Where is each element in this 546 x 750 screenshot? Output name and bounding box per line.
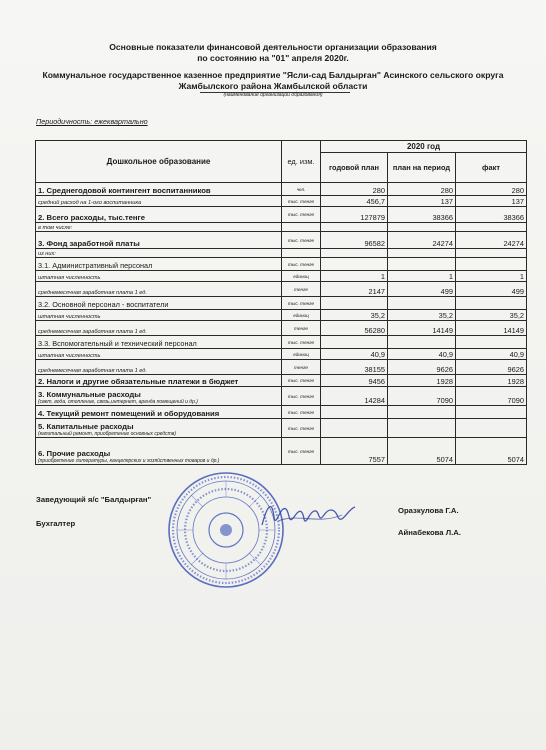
table-row <box>36 232 527 249</box>
row-label-text: 4. Текущий ремонт помещений и оборудования <box>38 409 220 418</box>
row-plan-period: 7090 <box>388 387 456 406</box>
row-unit: тенге <box>282 282 321 297</box>
table-row <box>36 310 527 321</box>
row-plan-year: 127879 <box>321 207 388 223</box>
row-unit: тенге <box>282 360 321 375</box>
row-label-text: штатная численность <box>38 353 101 359</box>
row-plan-year: 9456 <box>321 375 388 387</box>
row-label-text: 3.1. Административный персонал <box>38 261 153 270</box>
row-plan-year <box>321 336 388 349</box>
row-sublabel: (свет, вода, отопление, связь,интернет, аренда помещений и др.) <box>38 399 198 405</box>
row-plan-year: 2147 <box>321 282 388 297</box>
row-plan-year <box>321 406 388 419</box>
row-label <box>36 232 282 249</box>
table-row <box>36 321 527 336</box>
header-unit: ед. изм. <box>282 141 321 183</box>
row-label <box>36 419 282 438</box>
row-unit: тыс. тенге <box>282 336 321 349</box>
row-label-text: 1. Среднегодовой контингент воспитанников <box>38 186 211 195</box>
row-unit: тенге <box>282 321 321 336</box>
table-row <box>36 360 527 375</box>
row-fact: 1 <box>456 271 527 282</box>
row-label-text: в том числе: <box>38 225 73 231</box>
header-fact: факт <box>456 153 527 183</box>
row-label <box>36 438 282 465</box>
row-plan-period: 137 <box>388 196 456 207</box>
header-name: Дошкольное образование <box>36 141 282 183</box>
row-plan-period <box>388 297 456 310</box>
row-label-text: штатная численность <box>38 275 101 281</box>
row-label-text: 3. Фонд заработной платы <box>38 239 140 248</box>
row-plan-period <box>388 336 456 349</box>
table-row <box>36 349 527 360</box>
row-fact: 24274 <box>456 232 527 249</box>
row-plan-period: 38366 <box>388 207 456 223</box>
row-plan-period: 14149 <box>388 321 456 336</box>
row-fact <box>456 258 527 271</box>
row-label-text: 2. Налоги и другие обязательные платежи в бюджет <box>38 377 239 386</box>
row-label-text: штатная численность <box>38 314 101 320</box>
row-unit: тыс. тенге <box>282 258 321 271</box>
row-label <box>36 271 282 282</box>
row-unit: тыс. тенге <box>282 207 321 223</box>
head-title: Заведующий я/с "Балдырған" <box>36 495 152 504</box>
header-plan-period: план на период <box>388 153 456 183</box>
row-label-text: среднемесячная заработная плата 1 ед. <box>38 290 147 296</box>
row-label <box>36 183 282 196</box>
row-unit: тыс. тенге <box>282 438 321 465</box>
row-label <box>36 375 282 387</box>
row-plan-year: 14284 <box>321 387 388 406</box>
table-row <box>36 336 527 349</box>
table-row <box>36 258 527 271</box>
report-title: Основные показатели финансовой деятельности организации образования <box>109 42 437 52</box>
row-label-text: 3.2. Основной персонал - воспитатели <box>38 300 169 309</box>
row-fact <box>456 406 527 419</box>
organization-name: Коммунальное государственное казенное предприятие "Ясли-сад Балдырған" Асинского сельского округа <box>42 70 504 80</box>
periodicity: Периодичность: ежеквартально <box>36 117 148 126</box>
row-fact: 9626 <box>456 360 527 375</box>
row-label <box>36 282 282 297</box>
row-fact <box>456 223 527 232</box>
row-plan-period: 35,2 <box>388 310 456 321</box>
row-fact <box>456 419 527 438</box>
row-label <box>36 258 282 271</box>
row-fact <box>456 297 527 310</box>
row-plan-year: 456,7 <box>321 196 388 207</box>
table-row <box>36 223 527 232</box>
row-plan-year: 1 <box>321 271 388 282</box>
row-plan-period: 499 <box>388 282 456 297</box>
row-fact: 38366 <box>456 207 527 223</box>
row-label <box>36 360 282 375</box>
row-sublabel: (приобретение литературы, канцелярских и хозяйственных товаров и др.) <box>38 458 220 464</box>
row-label-text: 2. Всего расходы, тыс.тенге <box>38 213 146 222</box>
row-fact: 7090 <box>456 387 527 406</box>
row-plan-year: 96582 <box>321 232 388 249</box>
row-plan-year <box>321 297 388 310</box>
handwritten-signature <box>258 495 358 535</box>
row-label-text: средний расход на 1-ого воспитанника <box>38 200 142 206</box>
row-plan-year <box>321 223 388 232</box>
row-label-text: 3. Коммунальные расходы <box>38 390 141 399</box>
row-label-text: 6. Прочие расходы <box>38 449 111 458</box>
row-label-text: 5. Капитальные расходы <box>38 422 134 431</box>
head-name: Оразкулова Г.А. <box>398 506 459 515</box>
organization-location: Жамбылского района Жамбылской области <box>178 81 368 91</box>
row-unit: тыс. тенге <box>282 419 321 438</box>
row-unit: единиц <box>282 310 321 321</box>
row-plan-period: 5074 <box>388 438 456 465</box>
row-plan-year: 56280 <box>321 321 388 336</box>
row-plan-year: 38155 <box>321 360 388 375</box>
row-unit <box>282 249 321 258</box>
row-label <box>36 207 282 223</box>
row-plan-year <box>321 258 388 271</box>
row-plan-period: 1 <box>388 271 456 282</box>
accountant-title: Бухгалтер <box>36 519 76 528</box>
row-plan-period: 24274 <box>388 232 456 249</box>
row-unit: тыс. тенге <box>282 297 321 310</box>
row-label <box>36 336 282 349</box>
table-row <box>36 249 527 258</box>
row-unit: тыс. тенге <box>282 406 321 419</box>
row-label-text: среднемесячная заработная плата 1 ед. <box>38 368 147 374</box>
row-label-text: среднемесячная заработная плата 1 ед. <box>38 329 147 335</box>
table-row <box>36 297 527 310</box>
row-fact: 35,2 <box>456 310 527 321</box>
table-row <box>36 406 527 419</box>
table-row <box>36 282 527 297</box>
row-unit: чел. <box>282 183 321 196</box>
row-plan-period <box>388 249 456 258</box>
row-fact: 14149 <box>456 321 527 336</box>
row-plan-period: 40,9 <box>388 349 456 360</box>
row-plan-period: 1928 <box>388 375 456 387</box>
row-label <box>36 297 282 310</box>
table-row <box>36 387 527 406</box>
financial-table <box>35 140 527 465</box>
row-plan-period <box>388 258 456 271</box>
row-fact: 280 <box>456 183 527 196</box>
row-plan-period <box>388 406 456 419</box>
organization-caption: (наименование организации образования) <box>223 92 323 98</box>
accountant-name: Айнабекова Л.А. <box>398 528 461 537</box>
row-fact: 499 <box>456 282 527 297</box>
table-row <box>36 438 527 465</box>
header-plan-year: годовой план <box>321 153 388 183</box>
table-row <box>36 419 527 438</box>
row-fact <box>456 249 527 258</box>
row-unit: тыс. тенге <box>282 232 321 249</box>
row-label <box>36 249 282 258</box>
row-label <box>36 223 282 232</box>
row-fact <box>456 336 527 349</box>
row-unit: тыс. тенге <box>282 387 321 406</box>
header-year: 2020 год <box>321 141 527 153</box>
row-label <box>36 310 282 321</box>
row-plan-year: 280 <box>321 183 388 196</box>
table-row <box>36 196 527 207</box>
row-label <box>36 387 282 406</box>
row-unit: единиц <box>282 349 321 360</box>
row-fact: 5074 <box>456 438 527 465</box>
row-plan-year <box>321 419 388 438</box>
row-label-text: 3.3. Вспомогательный и технический персонал <box>38 339 197 348</box>
row-label <box>36 349 282 360</box>
table-row <box>36 183 527 196</box>
row-plan-period <box>388 419 456 438</box>
row-label <box>36 196 282 207</box>
row-label-text: из них: <box>38 251 56 257</box>
row-plan-period: 280 <box>388 183 456 196</box>
row-plan-period <box>388 223 456 232</box>
row-fact: 1928 <box>456 375 527 387</box>
row-fact: 40,9 <box>456 349 527 360</box>
report-date: по состоянию на "01" апреля 2020г. <box>197 53 349 63</box>
row-plan-year: 7557 <box>321 438 388 465</box>
row-sublabel: (капитальный ремонт, приобретение основных средств) <box>38 431 177 437</box>
row-fact: 137 <box>456 196 527 207</box>
row-plan-year: 40,9 <box>321 349 388 360</box>
table-row <box>36 207 527 223</box>
table-row <box>36 375 527 387</box>
row-unit: тыс. тенге <box>282 196 321 207</box>
row-label <box>36 321 282 336</box>
row-unit: тыс. тенге <box>282 375 321 387</box>
row-unit <box>282 223 321 232</box>
row-plan-year <box>321 249 388 258</box>
row-unit: единиц <box>282 271 321 282</box>
row-plan-period: 9626 <box>388 360 456 375</box>
row-label <box>36 406 282 419</box>
table-row <box>36 271 527 282</box>
row-plan-year: 35,2 <box>321 310 388 321</box>
